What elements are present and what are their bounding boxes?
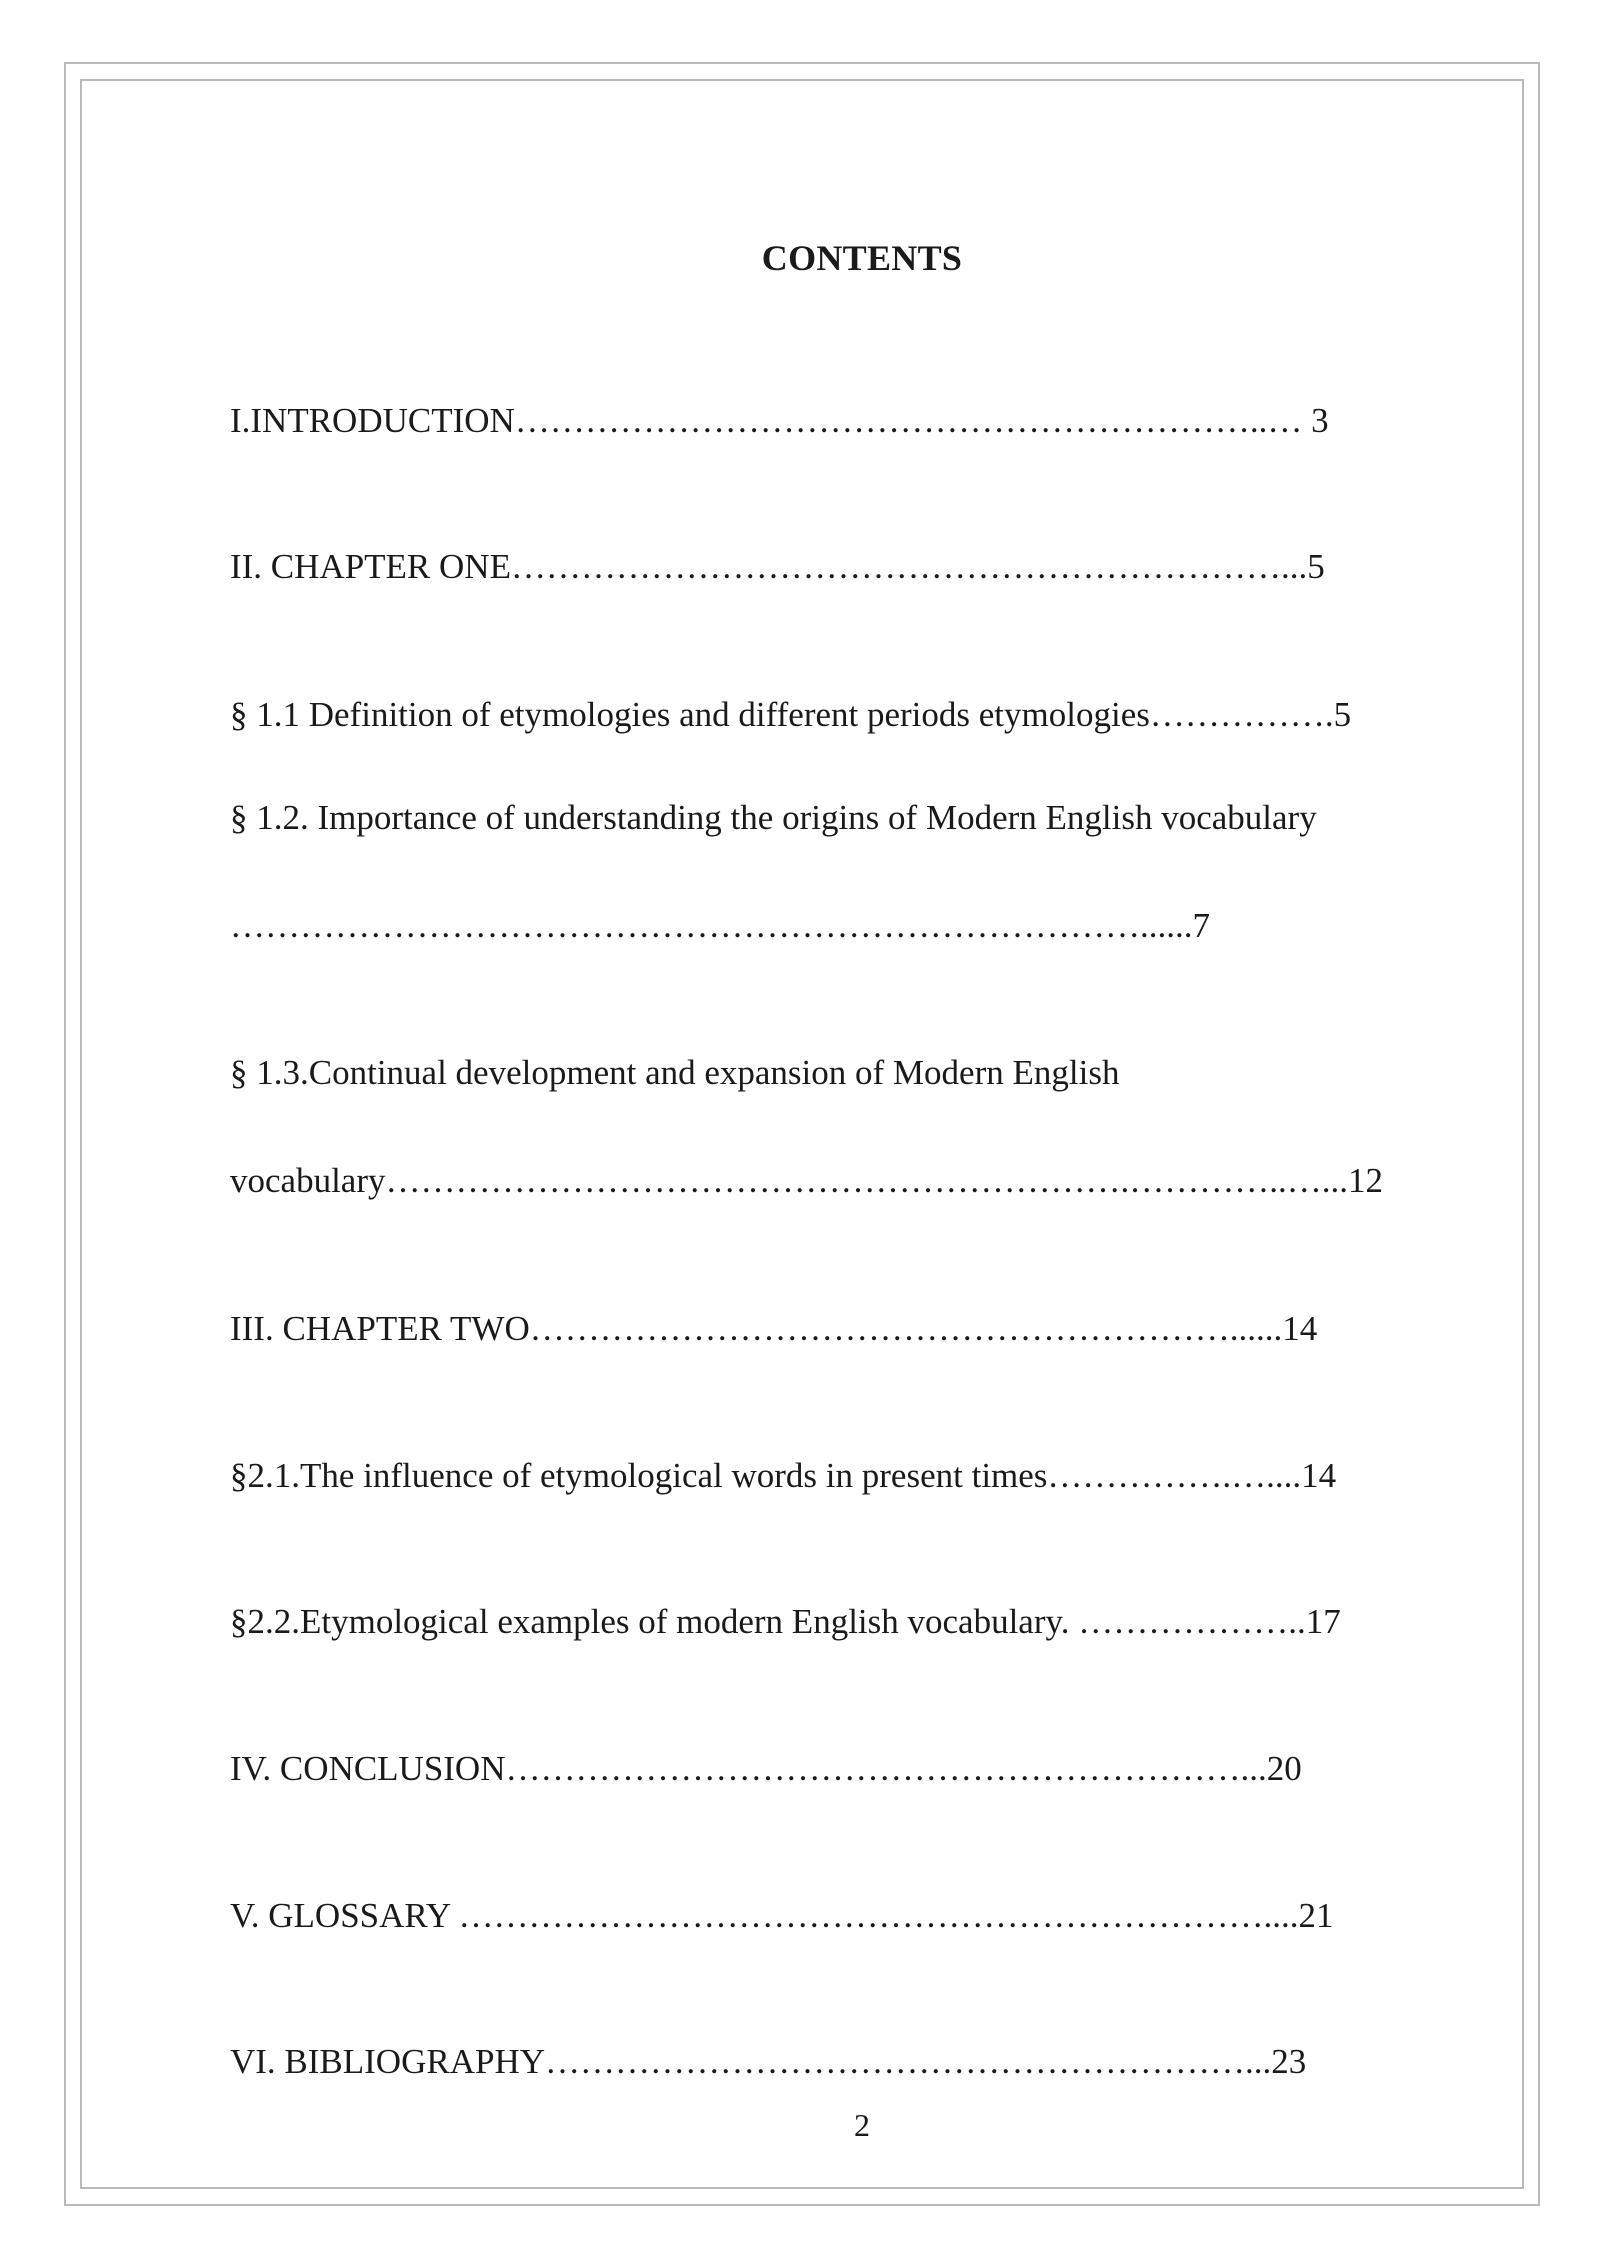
toc-entry-introduction: I.INTRODUCTION………………………………………………………..… 3 xyxy=(230,401,1329,440)
toc-entry-bibliography: VI. BIBLIOGRAPHY……………………………………………………...23 xyxy=(230,2042,1307,2081)
toc-entry-section-1-3-title: § 1.3.Continual development and expansion of Modern English xyxy=(230,1053,1120,1092)
toc-entry-section-2-2: §2.2.Etymological examples of modern English vocabulary. ………………..17 xyxy=(230,1602,1341,1641)
toc-entry-section-1-3-leader: vocabulary……………………………………………………….…………..…...12 xyxy=(230,1161,1383,1200)
toc-entry-glossary: V. GLOSSARY ……………………………………………………………....21 xyxy=(230,1896,1334,1935)
contents-heading: CONTENTS xyxy=(761,238,963,278)
page-number: 2 xyxy=(854,2107,870,2143)
toc-entry-section-1-2-title: § 1.2. Importance of understanding the origins of Modern English vocabulary xyxy=(230,798,1317,837)
page-border-inner xyxy=(80,79,1524,2189)
toc-entry-section-1-2-leader: ……………………………………………………………………......7 xyxy=(230,906,1210,945)
toc-entry-section-2-1: §2.1.The influence of etymological words in present times…………….…....14 xyxy=(230,1456,1337,1495)
toc-entry-section-1-1: § 1.1 Definition of etymologies and different periods etymologies…………….5 xyxy=(230,695,1352,734)
toc-entry-chapter-one: II. CHAPTER ONE…………………………………………………………...5 xyxy=(230,547,1325,586)
toc-entry-conclusion: IV. CONCLUSION………………………………………………………...20 xyxy=(230,1749,1302,1788)
toc-entry-chapter-two: III. CHAPTER TWO……………………………………………………......14 xyxy=(230,1309,1318,1348)
